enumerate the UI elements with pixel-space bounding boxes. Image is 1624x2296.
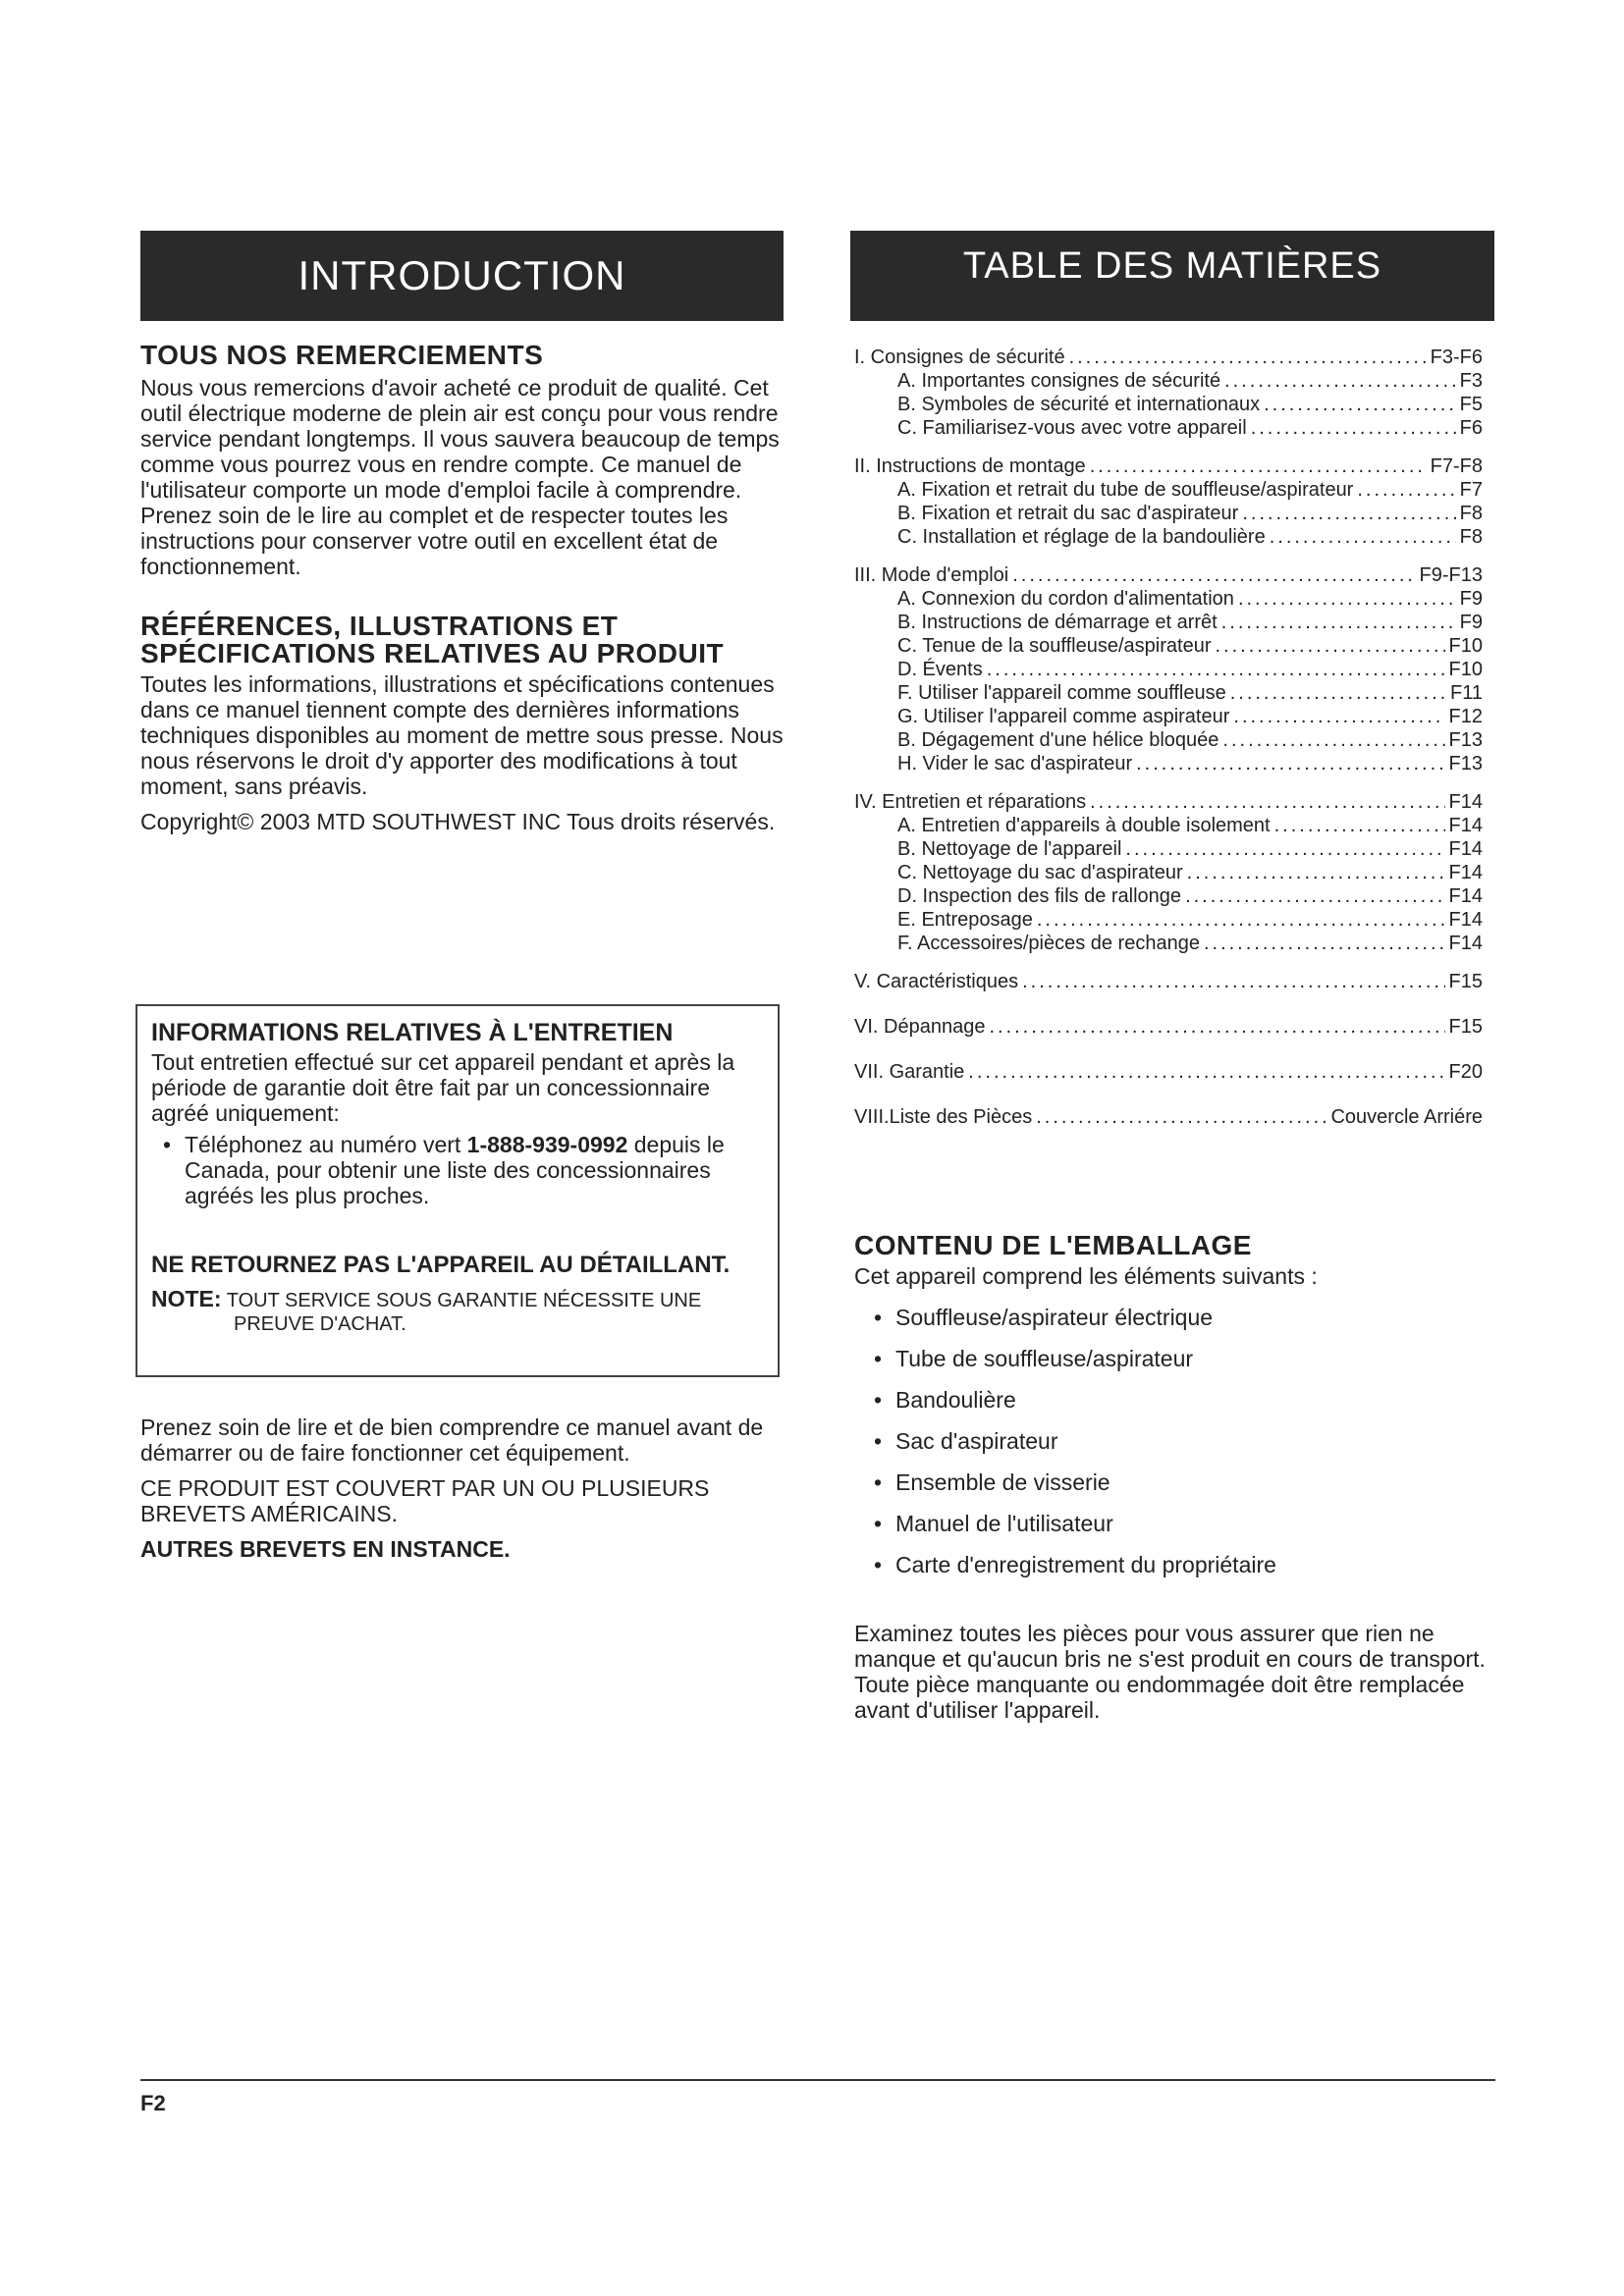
toc-entry-page: F5 xyxy=(1459,394,1483,415)
toc-subentry xyxy=(854,478,1483,502)
package-item: • Souffleuse/aspirateur électrique xyxy=(874,1297,1502,1338)
service-info-list xyxy=(151,1132,766,1208)
toc-entry-page: F14 xyxy=(1448,909,1483,931)
toc-entry-title: D. Évents xyxy=(897,659,983,680)
toc-leader-dots xyxy=(1090,790,1444,814)
toc-leader-dots xyxy=(1022,970,1444,993)
toc-leader-dots xyxy=(1215,634,1444,658)
toc-leader-dots xyxy=(1090,454,1427,478)
toc-entry-title: C. Nettoyage du sac d'aspirateur xyxy=(897,862,1183,883)
toc-subentry xyxy=(854,861,1483,884)
package-contents-intro: Cet appareil comprend les éléments suivants : xyxy=(854,1263,1318,1289)
toc-entry-title: B. Symboles de sécurité et internationaux xyxy=(897,394,1261,415)
toc-subentry xyxy=(854,611,1483,634)
toc-entry-page: F8 xyxy=(1459,526,1483,548)
table-of-contents xyxy=(854,346,1483,1150)
note-line1: TOUT SERVICE SOUS GARANTIE NÉCESSITE UNE xyxy=(221,1290,702,1311)
toc-leader-dots xyxy=(1238,587,1456,611)
package-item: • Ensemble de visserie xyxy=(874,1462,1502,1503)
inspection-text: Examinez toutes les pièces pour vous assurer que rien ne manque et qu'aucun bris ne s'est produit en cours de transport. Toute pièce manquante ou endommagée doit être remplacée avant d'utiliser l'appareil. xyxy=(854,1621,1486,1723)
toc-subentry xyxy=(854,705,1483,728)
return-warning: NE RETOURNEZ PAS L'APPAREIL AU DÉTAILLANT. xyxy=(151,1252,731,1278)
toc-entry-title: A. Fixation et retrait du tube de souffleuse/aspirateur xyxy=(897,479,1354,501)
toc-entry xyxy=(854,454,1483,478)
toc-subentry xyxy=(854,369,1483,393)
toc-entry-title: III. Mode d'emploi xyxy=(854,564,1009,586)
toc-entry-title: B. Fixation et retrait du sac d'aspirateur xyxy=(897,503,1239,524)
toc-leader-dots xyxy=(1357,478,1455,502)
toc-leader-dots xyxy=(1230,681,1446,705)
toc-entry-page: F14 xyxy=(1448,933,1483,954)
toc-entry-page: F10 xyxy=(1448,659,1483,680)
toc-group xyxy=(854,346,1483,440)
references-text: Toutes les informations, illustrations et spécifications contenues dans ce manuel tiennent compte des dernières informations techniques disponibles au moment de mettre sous presse. Nous nous réservons le droit d'y apporter des modifications à tout moment, sans préavis. xyxy=(140,671,784,799)
toc-group xyxy=(854,563,1483,775)
thanks-title: TOUS NOS REMERCIEMENTS xyxy=(140,340,544,370)
toc-entry-title: II. Instructions de montage xyxy=(854,455,1086,477)
toc-entry-title: A. Entretien d'appareils à double isolement xyxy=(897,815,1271,836)
toc-leader-dots xyxy=(1264,393,1456,416)
toc-leader-dots xyxy=(1222,728,1444,752)
toc-entry-page: F13 xyxy=(1448,729,1483,751)
toc-leader-dots xyxy=(968,1060,1444,1084)
read-manual-text: Prenez soin de lire et de bien comprendre ce manuel avant de démarrer ou de faire fonctionner cet équipement. xyxy=(140,1415,764,1466)
package-item: • Bandoulière xyxy=(874,1379,1502,1420)
references-title-line2: SPÉCIFICATIONS RELATIVES AU PRODUIT xyxy=(140,638,725,668)
toc-entry-title: VIII.Liste des Pièces xyxy=(854,1106,1033,1128)
toc-entry-page: F14 xyxy=(1448,815,1483,836)
toc-entry xyxy=(854,1105,1483,1129)
thanks-text: Nous vous remercions d'avoir acheté ce produit de qualité. Cet outil électrique moderne de plein air est conçu pour vous rendre service pendant longtemps. Il vous sauvera beaucoup de temps comme vous pourrez vous en rendre compte. Ce manuel de l'utilisateur comporte un mode d'emploi facile à comprendre. Prenez soin de le lire au complet et de respecter toutes les instructions pour conserver votre outil en excellent état de fonctionnement. xyxy=(140,375,780,579)
toc-subentry xyxy=(854,814,1483,837)
toc-entry-title: A. Connexion du cordon d'alimentation xyxy=(897,588,1234,610)
package-item: • Carte d'enregistrement du propriétaire xyxy=(874,1544,1502,1585)
toc-entry-page: F9-F13 xyxy=(1419,564,1483,586)
toc-entry-page: F14 xyxy=(1448,791,1483,813)
toc-leader-dots xyxy=(1221,611,1456,634)
toc-entry-title: B. Instructions de démarrage et arrêt xyxy=(897,612,1218,633)
package-item: • Sac d'aspirateur xyxy=(874,1420,1502,1462)
toc-group xyxy=(854,1015,1483,1039)
toc-entry-page: F15 xyxy=(1448,1016,1483,1038)
toc-subentry xyxy=(854,393,1483,416)
toc-entry-page: F3 xyxy=(1459,370,1483,392)
toc-entry xyxy=(854,1015,1483,1039)
toc-entry-page: F15 xyxy=(1448,971,1483,992)
package-item: • Manuel de l'utilisateur xyxy=(874,1503,1502,1544)
toc-leader-dots xyxy=(1251,416,1456,440)
warranty-note xyxy=(151,1287,766,1336)
note-label: NOTE: xyxy=(151,1286,222,1311)
toc-entry-page: F7 xyxy=(1459,479,1483,501)
toc-entry-title: C. Tenue de la souffleuse/aspirateur xyxy=(897,635,1212,657)
toc-entry-page: F11 xyxy=(1450,682,1483,704)
toc-leader-dots xyxy=(1136,752,1444,775)
toc-entry-page: F14 xyxy=(1448,862,1483,883)
toc-leader-dots xyxy=(989,1015,1444,1039)
toc-leader-dots xyxy=(1069,346,1427,369)
toc-entry-title: B. Dégagement d'une hélice bloquée xyxy=(897,729,1219,751)
toc-leader-dots xyxy=(1037,908,1445,932)
toc-entry-title: B. Nettoyage de l'appareil xyxy=(897,838,1122,860)
toc-group xyxy=(854,454,1483,549)
toc-subentry xyxy=(854,932,1483,955)
package-item: • Tube de souffleuse/aspirateur xyxy=(874,1338,1502,1379)
toc-entry-page: F8 xyxy=(1459,503,1483,524)
toc-entry-page: Couvercle Arriére xyxy=(1330,1106,1483,1128)
service-info-title: INFORMATIONS RELATIVES À L'ENTRETIEN xyxy=(151,1019,674,1046)
toc-entry-page: F9 xyxy=(1459,612,1483,633)
toc-leader-dots xyxy=(1036,1105,1326,1129)
toc-entry-title: F. Utiliser l'appareil comme souffleuse xyxy=(897,682,1226,704)
toc-leader-dots xyxy=(1242,502,1455,525)
toc-subentry xyxy=(854,752,1483,775)
toc-entry-page: F10 xyxy=(1448,635,1483,657)
footer-divider xyxy=(140,2079,1495,2081)
toc-entry xyxy=(854,970,1483,993)
toc-leader-dots xyxy=(1012,563,1415,587)
package-contents-title: CONTENU DE L'EMBALLAGE xyxy=(854,1230,1252,1260)
toc-entry-title: VII. Garantie xyxy=(854,1061,965,1083)
patent-text: CE PRODUIT EST COUVERT PAR UN OU PLUSIEURS BREVETS AMÉRICAINS. xyxy=(140,1475,710,1526)
references-title-line1: RÉFÉRENCES, ILLUSTRATIONS ET xyxy=(140,611,619,641)
toc-entry xyxy=(854,563,1483,587)
toc-subentry xyxy=(854,502,1483,525)
toc-entry xyxy=(854,790,1483,814)
toc-entry-page: F6 xyxy=(1459,417,1483,439)
toc-entry-title: V. Caractéristiques xyxy=(854,971,1019,992)
introduction-section xyxy=(140,340,784,834)
toc-subentry xyxy=(854,884,1483,908)
toc-entry-title: C. Familiarisez-vous avec votre appareil xyxy=(897,417,1247,439)
toc-entry-page: F12 xyxy=(1448,706,1483,727)
toc-subentry xyxy=(854,525,1483,549)
toc-entry-title: A. Importantes consignes de sécurité xyxy=(897,370,1221,392)
toc-entry xyxy=(854,346,1483,369)
toc-subentry xyxy=(854,728,1483,752)
package-contents-section xyxy=(854,1230,1502,1723)
toc-leader-dots xyxy=(1270,525,1456,549)
toc-entry-title: G. Utiliser l'appareil comme aspirateur xyxy=(897,706,1230,727)
service-phone-pre: Téléphonez au numéro vert xyxy=(185,1132,467,1157)
toc-entry-page: F13 xyxy=(1448,753,1483,774)
toc-entry-title: VI. Dépannage xyxy=(854,1016,986,1038)
toc-entry-title: C. Installation et réglage de la bandoulière xyxy=(897,526,1266,548)
toc-subentry xyxy=(854,908,1483,932)
copyright-text: Copyright© 2003 MTD SOUTHWEST INC Tous droits réservés. xyxy=(140,809,776,834)
package-contents-list xyxy=(854,1297,1502,1585)
toc-entry-title: IV. Entretien et réparations xyxy=(854,791,1087,813)
toc-entry-page: F14 xyxy=(1448,838,1483,860)
toc-entry-page: F14 xyxy=(1448,885,1483,907)
toc-subentry xyxy=(854,681,1483,705)
toc-subentry xyxy=(854,837,1483,861)
toc-group xyxy=(854,970,1483,993)
toc-entry-title: I. Consignes de sécurité xyxy=(854,347,1065,368)
toc-group xyxy=(854,1105,1483,1129)
introduction-banner: INTRODUCTION xyxy=(140,231,784,321)
toc-entry-page: F20 xyxy=(1448,1061,1483,1083)
toc-entry-title: H. Vider le sac d'aspirateur xyxy=(897,753,1133,774)
service-phone-item xyxy=(163,1132,766,1208)
note-line2: PREUVE D'ACHAT. xyxy=(234,1313,406,1335)
toc-entry-title: E. Entreposage xyxy=(897,909,1033,931)
service-phone-post: depuis le Canada, pour obtenir une liste des concessionnaires agréés les plus proches. xyxy=(185,1132,725,1208)
toc-leader-dots xyxy=(1224,369,1456,393)
toc-leader-dots xyxy=(1125,837,1444,861)
toc-subentry xyxy=(854,658,1483,681)
toc-leader-dots xyxy=(1274,814,1445,837)
toc-entry-page: F9 xyxy=(1459,588,1483,610)
toc-leader-dots xyxy=(1204,932,1445,955)
toc-entry xyxy=(854,1060,1483,1084)
page-number: F2 xyxy=(140,2091,166,2115)
toc-entry-title: D. Inspection des fils de rallonge xyxy=(897,885,1182,907)
toc-entry-page: F7-F8 xyxy=(1430,455,1483,477)
toc-subentry xyxy=(854,416,1483,440)
toc-banner: TABLE DES MATIÈRES xyxy=(850,231,1494,321)
patent-pending-text: AUTRES BREVETS EN INSTANCE. xyxy=(140,1536,511,1562)
service-info-text: Tout entretien effectué sur cet appareil pendant et après la période de garantie doit être fait par un concessionnaire agréé uniquement: xyxy=(151,1049,735,1126)
toc-entry-title: F. Accessoires/pièces de rechange xyxy=(897,933,1200,954)
toc-leader-dots xyxy=(987,658,1445,681)
toc-group xyxy=(854,1060,1483,1084)
toc-subentry xyxy=(854,634,1483,658)
toc-entry-page: F3-F6 xyxy=(1430,347,1483,368)
toc-leader-dots xyxy=(1187,861,1445,884)
bottom-left-section xyxy=(140,1415,784,1562)
references-title xyxy=(140,613,784,667)
toc-group xyxy=(854,790,1483,955)
service-phone-number: 1-888-939-0992 xyxy=(466,1132,628,1157)
toc-leader-dots xyxy=(1185,884,1444,908)
toc-subentry xyxy=(854,587,1483,611)
service-info-box xyxy=(135,1004,780,1377)
toc-leader-dots xyxy=(1233,705,1444,728)
